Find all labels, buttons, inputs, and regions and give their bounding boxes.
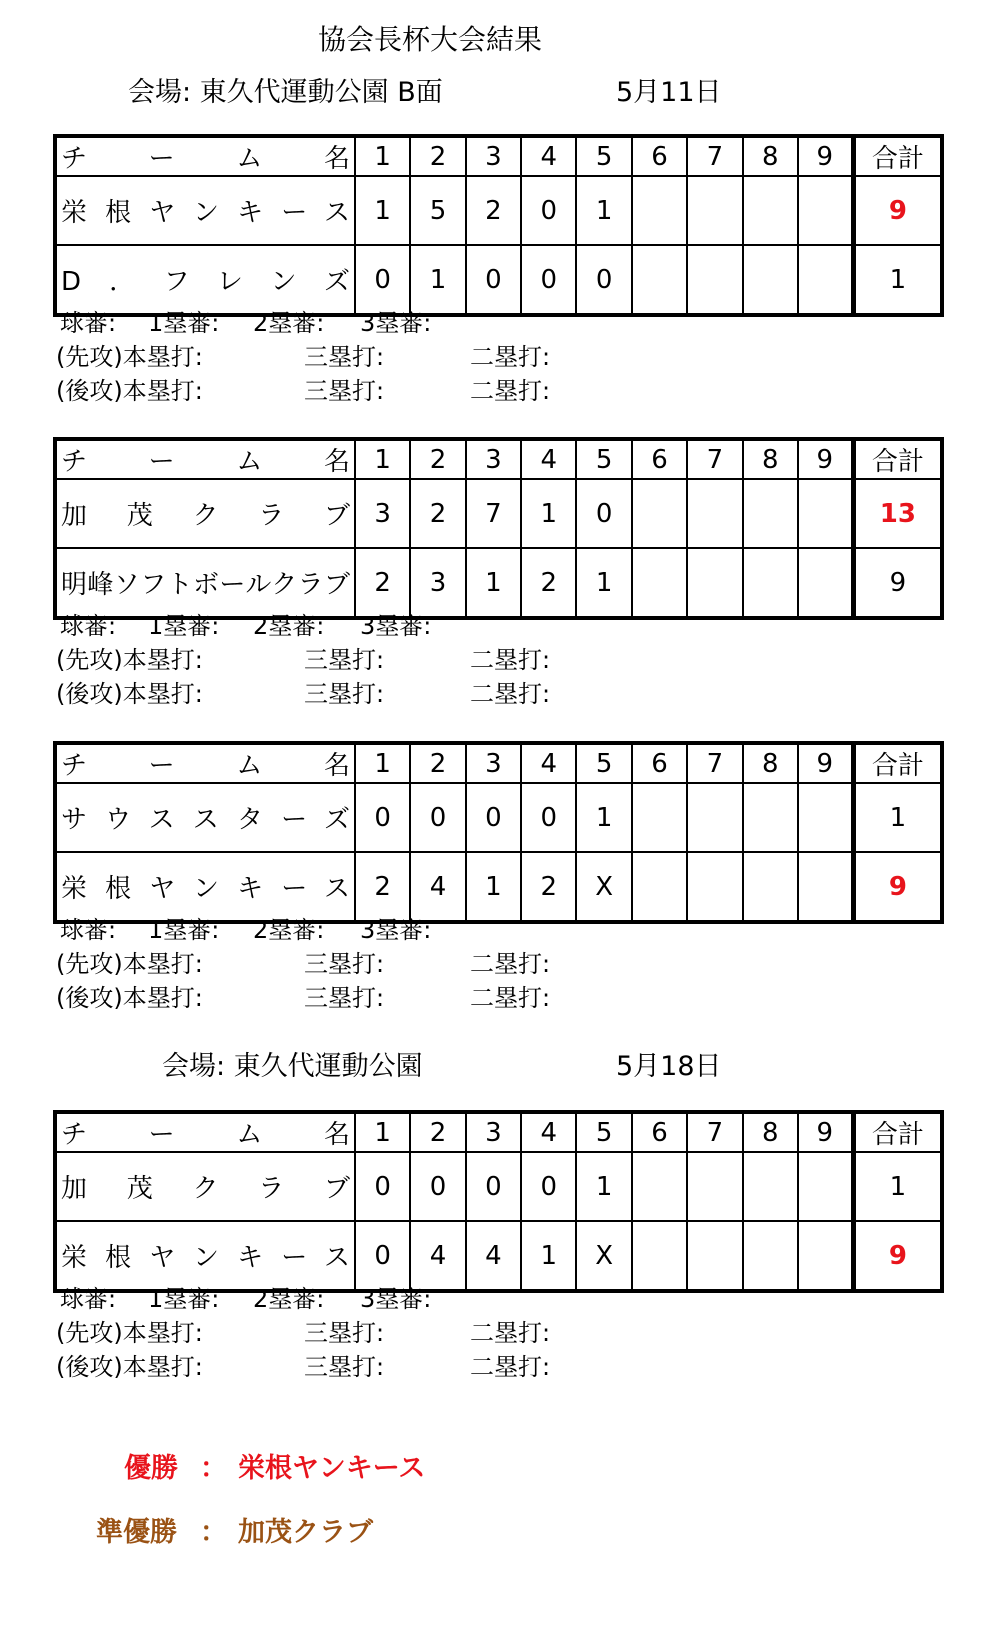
- team-name: 明峰ソフトボールクラブ: [55, 548, 355, 618]
- first-batting-hits-label: (先攻)本塁打:: [56, 646, 203, 674]
- header-inning-4: 4: [521, 1112, 576, 1152]
- inning-score: 4: [410, 852, 465, 922]
- scoreboard-game-1: [53, 134, 944, 317]
- date-day1: 5月11日: [616, 77, 722, 108]
- inning-score: 3: [355, 479, 410, 548]
- inning-score: [798, 783, 853, 852]
- runner-up-separator: ：: [200, 1517, 227, 1548]
- inning-score: 0: [355, 783, 410, 852]
- header-total: 合計: [853, 439, 942, 479]
- scoreboard-game-2: [53, 437, 944, 620]
- first-batting-hits-label: 三塁打:: [304, 343, 385, 371]
- header-inning-9: 9: [798, 439, 853, 479]
- first-batting-hits-label: 三塁打:: [304, 646, 385, 674]
- inning-score: 0: [466, 783, 521, 852]
- second-batting-hits-label: 三塁打:: [304, 680, 385, 708]
- inning-score: X: [576, 852, 631, 922]
- team-name: 加茂クラブ: [55, 1152, 355, 1221]
- inning-score: [743, 176, 798, 245]
- umpire-label: 1塁審:: [148, 309, 220, 337]
- header-row: [55, 136, 942, 176]
- inning-score: [798, 548, 853, 618]
- inning-score: [632, 1221, 687, 1291]
- inning-score: 2: [355, 852, 410, 922]
- header-inning-2: 2: [410, 1112, 465, 1152]
- umpire-label: 2塁審:: [253, 916, 325, 944]
- team-row: [55, 1152, 942, 1221]
- header-inning-1: 1: [355, 439, 410, 479]
- header-inning-6: 6: [632, 1112, 687, 1152]
- header-inning-7: 7: [687, 136, 742, 176]
- inning-score: 1: [410, 245, 465, 315]
- inning-score: 0: [521, 783, 576, 852]
- venue-day1: 会場: 東久代運動公園 B面: [128, 77, 443, 108]
- inning-score: 1: [466, 548, 521, 618]
- umpire-label: 球審:: [60, 309, 117, 337]
- inning-score: 7: [466, 479, 521, 548]
- header-row: [55, 439, 942, 479]
- umpire-label: 2塁審:: [253, 1285, 325, 1313]
- inning-score: 1: [576, 1152, 631, 1221]
- inning-score: 1: [576, 783, 631, 852]
- inning-score: [798, 176, 853, 245]
- inning-score: [687, 245, 742, 315]
- inning-score: 2: [521, 852, 576, 922]
- inning-score: [632, 479, 687, 548]
- inning-score: [743, 1221, 798, 1291]
- inning-score: 1: [576, 176, 631, 245]
- header-inning-2: 2: [410, 743, 465, 783]
- header-inning-8: 8: [743, 743, 798, 783]
- inning-score: [632, 783, 687, 852]
- inning-score: 0: [355, 1221, 410, 1291]
- team-name: D．フレンズ: [55, 245, 355, 315]
- inning-score: 1: [521, 1221, 576, 1291]
- team-row: [55, 783, 942, 852]
- umpire-label: 3塁審:: [360, 612, 432, 640]
- inning-score: 4: [466, 1221, 521, 1291]
- header-inning-8: 8: [743, 136, 798, 176]
- first-batting-hits-label: 二塁打:: [470, 1319, 551, 1347]
- umpire-label: 2塁審:: [253, 309, 325, 337]
- inning-score: [798, 1221, 853, 1291]
- header-inning-3: 3: [466, 439, 521, 479]
- second-batting-hits-label: (後攻)本塁打:: [56, 1353, 203, 1381]
- header-inning-7: 7: [687, 1112, 742, 1152]
- header-row: [55, 1112, 942, 1152]
- umpire-label: 球審:: [60, 1285, 117, 1313]
- umpire-label: 3塁審:: [360, 309, 432, 337]
- umpire-label: 3塁審:: [360, 1285, 432, 1313]
- inning-score: 1: [576, 548, 631, 618]
- header-inning-4: 4: [521, 743, 576, 783]
- inning-score: [687, 176, 742, 245]
- first-batting-hits-label: (先攻)本塁打:: [56, 343, 203, 371]
- header-team-name: チ ー ム 名: [55, 1112, 355, 1152]
- inning-score: [743, 783, 798, 852]
- runner-up-label: 準優勝: [96, 1517, 177, 1548]
- team-total: 9: [853, 548, 942, 618]
- header-total: 合計: [853, 743, 942, 783]
- team-name: サウススターズ: [55, 783, 355, 852]
- team-row: [55, 479, 942, 548]
- header-inning-5: 5: [576, 743, 631, 783]
- inning-score: 1: [355, 176, 410, 245]
- inning-score: 0: [521, 176, 576, 245]
- header-total: 合計: [853, 1112, 942, 1152]
- team-name: 栄根ヤンキース: [55, 176, 355, 245]
- team-row: [55, 852, 942, 922]
- inning-score: [687, 783, 742, 852]
- inning-score: [687, 548, 742, 618]
- inning-score: 0: [410, 1152, 465, 1221]
- header-inning-6: 6: [632, 136, 687, 176]
- inning-score: [798, 1152, 853, 1221]
- page-title: 協会長杯大会結果: [317, 23, 542, 56]
- umpire-label: 球審:: [60, 612, 117, 640]
- inning-score: X: [576, 1221, 631, 1291]
- inning-score: [798, 245, 853, 315]
- inning-score: 5: [410, 176, 465, 245]
- inning-score: 0: [576, 479, 631, 548]
- second-batting-hits-label: 二塁打:: [470, 680, 551, 708]
- inning-score: [798, 479, 853, 548]
- inning-score: [687, 1152, 742, 1221]
- header-team-name: チ ー ム 名: [55, 439, 355, 479]
- header-total: 合計: [853, 136, 942, 176]
- umpire-label: 1塁審:: [148, 612, 220, 640]
- second-batting-hits-label: 三塁打:: [304, 377, 385, 405]
- header-inning-3: 3: [466, 136, 521, 176]
- inning-score: 2: [521, 548, 576, 618]
- header-inning-2: 2: [410, 136, 465, 176]
- inning-score: 1: [521, 479, 576, 548]
- inning-score: 0: [466, 1152, 521, 1221]
- team-row: [55, 1221, 942, 1291]
- header-row: [55, 743, 942, 783]
- header-team-name: チ ー ム 名: [55, 743, 355, 783]
- header-inning-1: 1: [355, 743, 410, 783]
- inning-score: 0: [521, 245, 576, 315]
- inning-score: 0: [410, 783, 465, 852]
- team-total: 9: [853, 852, 942, 922]
- inning-score: [632, 852, 687, 922]
- header-inning-5: 5: [576, 439, 631, 479]
- header-inning-7: 7: [687, 743, 742, 783]
- inning-score: [798, 852, 853, 922]
- umpire-label: 2塁審:: [253, 612, 325, 640]
- team-total: 1: [853, 783, 942, 852]
- inning-score: [743, 245, 798, 315]
- inning-score: [743, 548, 798, 618]
- second-batting-hits-label: (後攻)本塁打:: [56, 984, 203, 1012]
- inning-score: 0: [355, 245, 410, 315]
- second-batting-hits-label: 三塁打:: [304, 1353, 385, 1381]
- inning-score: 2: [410, 479, 465, 548]
- inning-score: [632, 176, 687, 245]
- first-batting-hits-label: (先攻)本塁打:: [56, 950, 203, 978]
- inning-score: 2: [355, 548, 410, 618]
- inning-score: [687, 852, 742, 922]
- date-day2: 5月18日: [616, 1051, 722, 1082]
- team-row: [55, 176, 942, 245]
- team-total: 9: [853, 1221, 942, 1291]
- inning-score: [632, 548, 687, 618]
- team-total: 9: [853, 176, 942, 245]
- inning-score: [632, 245, 687, 315]
- champion-separator: ：: [200, 1453, 227, 1484]
- first-batting-hits-label: 三塁打:: [304, 1319, 385, 1347]
- inning-score: [632, 1152, 687, 1221]
- inning-score: [687, 479, 742, 548]
- second-batting-hits-label: 二塁打:: [470, 377, 551, 405]
- inning-score: [743, 1152, 798, 1221]
- team-name: 加茂クラブ: [55, 479, 355, 548]
- champion-team: 栄根ヤンキース: [238, 1453, 426, 1484]
- second-batting-hits-label: 二塁打:: [470, 984, 551, 1012]
- header-inning-4: 4: [521, 136, 576, 176]
- inning-score: 2: [466, 176, 521, 245]
- header-inning-8: 8: [743, 439, 798, 479]
- inning-score: 1: [466, 852, 521, 922]
- header-inning-3: 3: [466, 743, 521, 783]
- champion-label: 優勝: [124, 1453, 178, 1484]
- venue-day2: 会場: 東久代運動公園: [162, 1051, 423, 1082]
- umpire-label: 1塁審:: [148, 916, 220, 944]
- inning-score: [687, 1221, 742, 1291]
- header-inning-5: 5: [576, 136, 631, 176]
- header-team-name: チ ー ム 名: [55, 136, 355, 176]
- header-inning-6: 6: [632, 743, 687, 783]
- umpire-label: 球審:: [60, 916, 117, 944]
- header-inning-5: 5: [576, 1112, 631, 1152]
- first-batting-hits-label: (先攻)本塁打:: [56, 1319, 203, 1347]
- team-total: 1: [853, 1152, 942, 1221]
- first-batting-hits-label: 三塁打:: [304, 950, 385, 978]
- header-inning-8: 8: [743, 1112, 798, 1152]
- second-batting-hits-label: (後攻)本塁打:: [56, 377, 203, 405]
- team-total: 1: [853, 245, 942, 315]
- header-inning-1: 1: [355, 1112, 410, 1152]
- inning-score: [743, 852, 798, 922]
- umpire-label: 1塁審:: [148, 1285, 220, 1313]
- first-batting-hits-label: 二塁打:: [470, 343, 551, 371]
- umpire-label: 3塁審:: [360, 916, 432, 944]
- team-row: [55, 245, 942, 315]
- team-row: [55, 548, 942, 618]
- inning-score: 0: [466, 245, 521, 315]
- first-batting-hits-label: 二塁打:: [470, 646, 551, 674]
- second-batting-hits-label: 二塁打:: [470, 1353, 551, 1381]
- inning-score: 3: [410, 548, 465, 618]
- header-inning-9: 9: [798, 136, 853, 176]
- first-batting-hits-label: 二塁打:: [470, 950, 551, 978]
- inning-score: 0: [521, 1152, 576, 1221]
- header-inning-9: 9: [798, 743, 853, 783]
- inning-score: 0: [355, 1152, 410, 1221]
- header-inning-6: 6: [632, 439, 687, 479]
- second-batting-hits-label: 三塁打:: [304, 984, 385, 1012]
- scoreboard-game-3: [53, 741, 944, 924]
- team-total: 13: [853, 479, 942, 548]
- header-inning-1: 1: [355, 136, 410, 176]
- header-inning-2: 2: [410, 439, 465, 479]
- header-inning-3: 3: [466, 1112, 521, 1152]
- inning-score: 4: [410, 1221, 465, 1291]
- inning-score: [743, 479, 798, 548]
- header-inning-7: 7: [687, 439, 742, 479]
- second-batting-hits-label: (後攻)本塁打:: [56, 680, 203, 708]
- inning-score: 0: [576, 245, 631, 315]
- team-name: 栄根ヤンキース: [55, 1221, 355, 1291]
- team-name: 栄根ヤンキース: [55, 852, 355, 922]
- runner-up-team: 加茂クラブ: [238, 1517, 373, 1548]
- scoreboard-game-4: [53, 1110, 944, 1293]
- header-inning-9: 9: [798, 1112, 853, 1152]
- header-inning-4: 4: [521, 439, 576, 479]
